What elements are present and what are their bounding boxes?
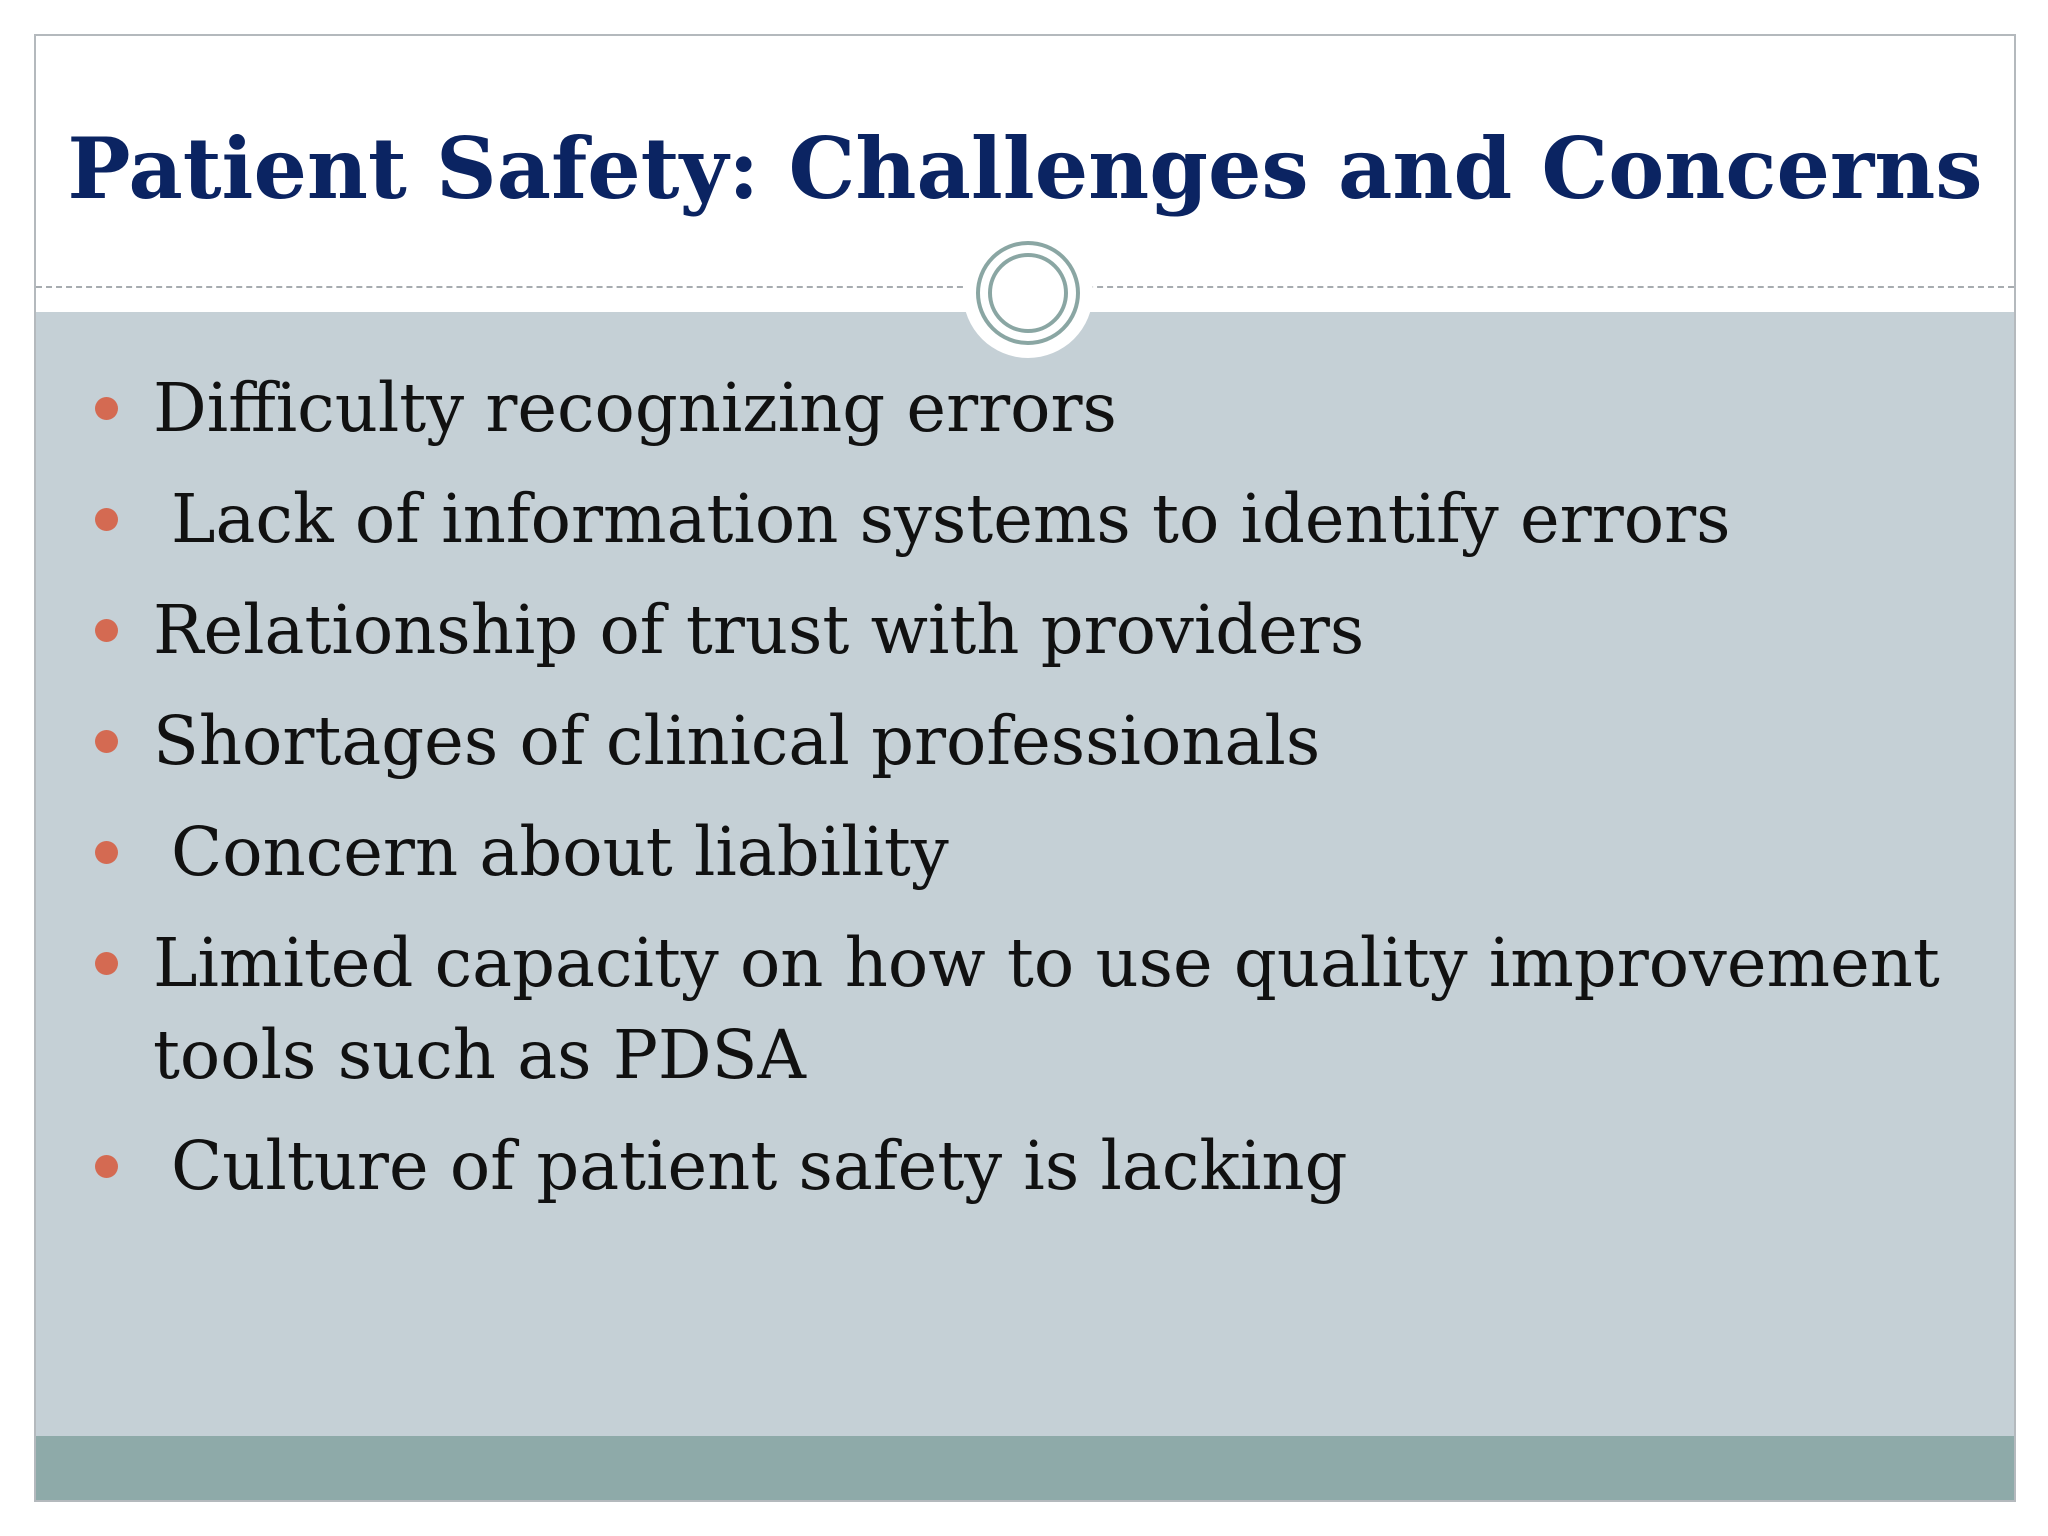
bullet-dot-icon [95,841,118,864]
bullet-dot-icon [95,619,118,642]
footer-band [36,1436,2014,1502]
bullet-text: Relationship of trust with providers [153,591,1365,669]
double-ring-icon [976,241,1080,345]
ring-inner [988,253,1068,333]
bullet-dot-icon [95,1155,118,1178]
bullet-list [36,362,2014,1231]
list-item [36,806,2014,898]
list-item [36,695,2014,787]
bullet-dot-icon [95,508,118,531]
bullet-dot-icon [95,952,118,975]
slide [34,34,2016,1502]
list-item [36,917,2014,1101]
bullet-text: Shortages of clinical professionals [153,702,1321,780]
bullet-text: Lack of information systems to identify errors [171,480,1731,558]
bullet-text: Difficulty recognizing errors [153,369,1117,447]
bullet-dot-icon [95,730,118,753]
bullet-text: Limited capacity on how to use quality improvement tools such as PDSA [153,924,1940,1094]
list-item [36,362,2014,454]
list-item [36,473,2014,565]
bullet-dot-icon [95,397,118,420]
slide-title: Patient Safety: Challenges and Concerns [67,119,1983,218]
list-item [36,1120,2014,1212]
bullet-text: Concern about liability [171,813,949,891]
bullet-text: Culture of patient safety is lacking [171,1127,1348,1205]
list-item [36,584,2014,676]
